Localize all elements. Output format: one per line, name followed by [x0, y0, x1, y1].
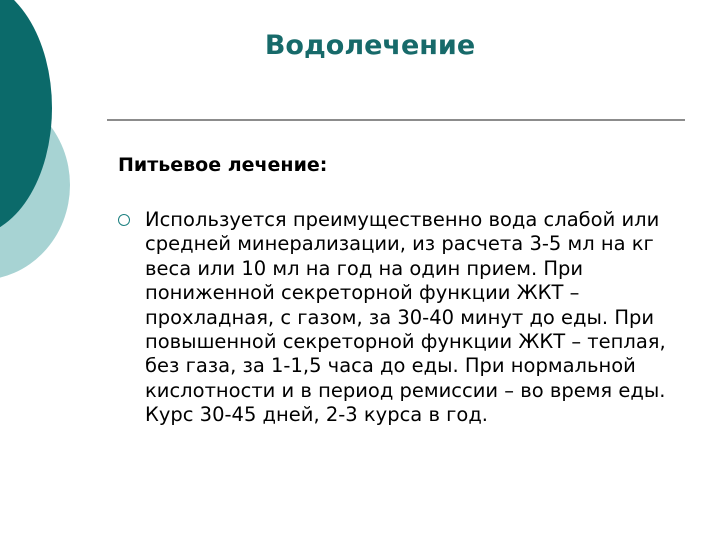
- title-divider: [107, 119, 685, 121]
- section-heading: Питьевое лечение:: [118, 154, 328, 176]
- slide-title: Водолечение: [264, 30, 476, 61]
- decorative-circles: [0, 0, 120, 300]
- bullet-circle-icon: [118, 214, 130, 226]
- bullet-text: Используется преимущественно вода слабой или средней минерализации, из расчета 3-5 мл на кг веса или 10 мл на год на один прием. При пониженной секреторной функции ЖКТ – прохладная, с газом, за 30-40 минут до еды. При повышенной секреторной функции ЖКТ – теплая, без газа, за 1-1,5 часа до еды. При нормальной кислотности и в период ремиссии – во время еды. Курс 30-45 дней, 2-3 курса в год.: [145, 208, 666, 427]
